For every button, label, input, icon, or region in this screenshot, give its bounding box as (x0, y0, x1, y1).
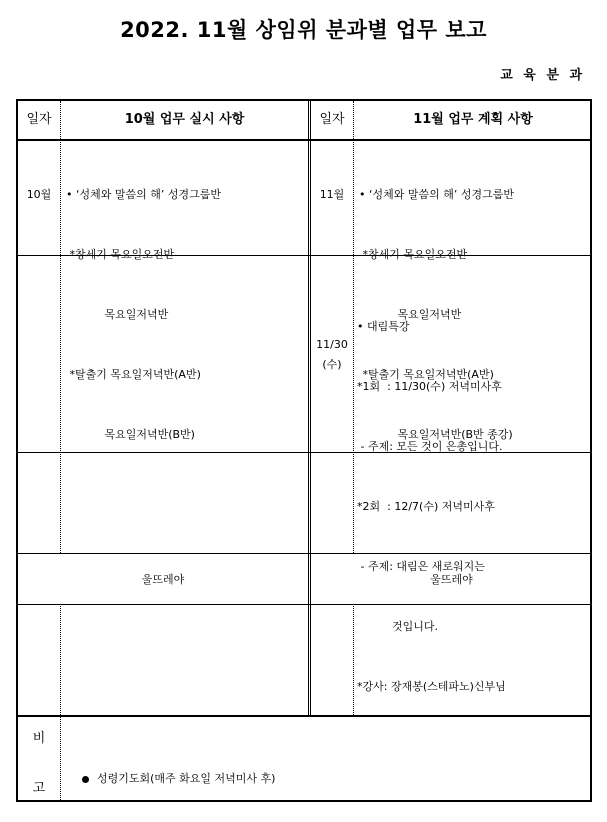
list-item: *탈출기 목요일저녁반(A반) (66, 368, 201, 381)
list-item: - 주제: 대림은 새로워지는 (357, 560, 485, 573)
remarks-text: 성령기도회(매주 화요일 저녁미사 후) (97, 772, 276, 785)
list-item: 목요일저녁반 (66, 308, 169, 321)
row1-date-right: 11월 (319, 188, 345, 201)
list-item: *탈출기 목요일저녁반(A반) (359, 368, 494, 381)
remarks-item (68, 749, 275, 809)
ulttre-left: 울뜨레야 (141, 573, 185, 586)
bullet-icon (82, 776, 89, 783)
row1-date-left: 10월 (26, 188, 52, 201)
header-date-left: 일자 (26, 112, 52, 127)
list-item: 목요일저녁반 (359, 308, 462, 321)
remarks-label-bottom: 고 (32, 781, 46, 796)
list-item: • ‘성체와 말씀의 해’ 성경그룹반 (66, 188, 221, 201)
report-table (16, 99, 592, 802)
list-item: • 대림특강 (357, 320, 410, 333)
list-item: *1회 : 11/30(수) 저녁미사후 (357, 380, 502, 393)
column-divider (353, 604, 354, 715)
department-label: 교 육 분 과 (500, 68, 585, 83)
page-title: 2022. 11월 상임위 분과별 업무 보고 (120, 18, 487, 42)
ulttre-right: 울뜨레야 (430, 573, 473, 586)
column-divider (60, 604, 61, 715)
list-item: *창세기 목요일오전반 (66, 248, 175, 261)
row2-date-right (311, 335, 353, 375)
remarks-divider-vertical (60, 715, 61, 802)
list-item: • ‘성체와 말씀의 해’ 성경그룹반 (359, 188, 514, 201)
list-item: *창세기 목요일오전반 (359, 248, 468, 261)
column-divider (353, 101, 354, 553)
header-date-right: 일자 (319, 112, 345, 127)
header-done: 10월 업무 실시 사항 (124, 112, 245, 127)
list-item: 목요일저녁반(B반) (66, 428, 195, 441)
list-item: *2회 : 12/7(수) 저녁미사후 (357, 500, 495, 513)
column-divider (60, 101, 61, 553)
list-item: - 주제: 모든 것이 은총입니다. (357, 440, 503, 453)
remarks-label-top: 비 (32, 731, 46, 746)
list-item: *강사: 장재봉(스테파노)신부님 (357, 680, 506, 693)
header-plan: 11월 업무 계획 사항 (413, 112, 533, 127)
list-item: 목요일저녁반(B반 종강) (359, 428, 513, 441)
date-line: 11/30 (316, 338, 348, 351)
header-divider (18, 139, 590, 141)
list-item: 것입니다. (357, 620, 438, 633)
row1-done-list (66, 145, 221, 485)
date-line: (수) (322, 358, 342, 371)
row2-plan-list (357, 277, 506, 737)
